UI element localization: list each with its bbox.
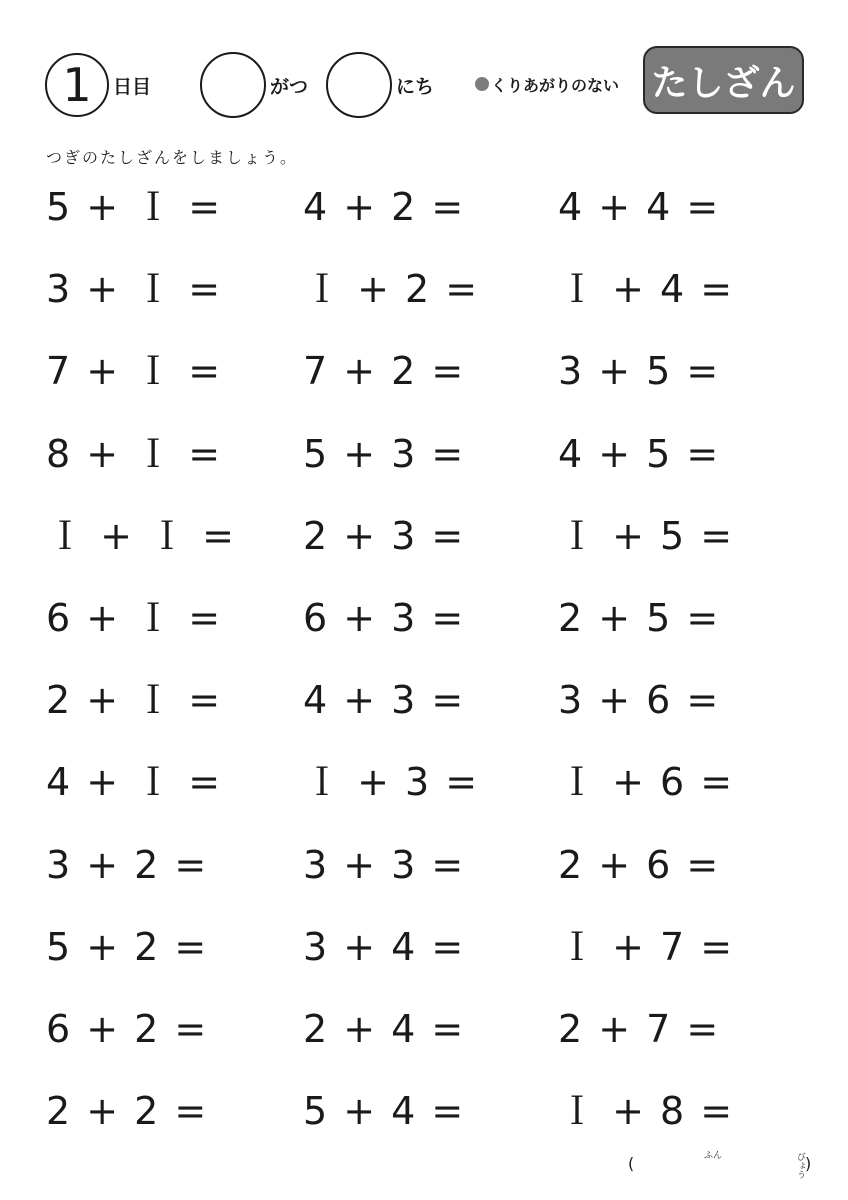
problem-1-7: 2 + Ｉ = — [46, 678, 221, 722]
problem-1-11: 6 + 2 = — [46, 1007, 207, 1051]
problem-3-2: Ｉ + 4 = — [558, 267, 733, 311]
instruction-text: つぎのたしざんをしましょう。 — [46, 148, 299, 167]
problem-2-4: 5 + 3 = — [303, 432, 464, 476]
problem-2-12: 5 + 4 = — [303, 1089, 464, 1133]
problem-1-12: 2 + 2 = — [46, 1089, 207, 1133]
problem-1-5: Ｉ + Ｉ = — [46, 514, 234, 558]
time-open-paren: ( — [628, 1154, 635, 1173]
problem-3-4: 4 + 5 = — [558, 432, 719, 476]
problem-3-12: Ｉ + 8 = — [558, 1089, 733, 1133]
minutes-label: ふん — [704, 1151, 723, 1161]
problem-2-7: 4 + 3 = — [303, 678, 464, 722]
problem-3-10: Ｉ + 7 = — [558, 925, 733, 969]
problem-1-2: 3 + Ｉ = — [46, 267, 221, 311]
problem-2-9: 3 + 3 = — [303, 843, 464, 887]
problem-3-1: 4 + 4 = — [558, 185, 719, 229]
problem-3-11: 2 + 7 = — [558, 1007, 719, 1051]
date-unit-label: にち — [396, 76, 435, 98]
problem-1-6: 6 + Ｉ = — [46, 596, 221, 640]
problem-3-7: 3 + 6 = — [558, 678, 719, 722]
problem-2-3: 7 + 2 = — [303, 349, 464, 393]
time-close-paren: ) — [805, 1154, 812, 1173]
problem-2-2: Ｉ + 2 = — [303, 267, 478, 311]
problem-3-9: 2 + 6 = — [558, 843, 719, 887]
problem-1-1: 5 + Ｉ = — [46, 185, 221, 229]
problem-2-6: 6 + 3 = — [303, 596, 464, 640]
problem-2-5: 2 + 3 = — [303, 514, 464, 558]
problem-3-6: 2 + 5 = — [558, 596, 719, 640]
problem-1-9: 3 + 2 = — [46, 843, 207, 887]
problem-1-8: 4 + Ｉ = — [46, 760, 221, 804]
worksheet-title: たしざん — [651, 62, 796, 104]
problem-2-1: 4 + 2 = — [303, 185, 464, 229]
problem-3-5: Ｉ + 5 = — [558, 514, 733, 558]
problem-1-4: 8 + Ｉ = — [46, 432, 221, 476]
problem-3-8: Ｉ + 6 = — [558, 760, 733, 804]
month-unit-label: がつ — [270, 76, 309, 98]
problem-1-3: 7 + Ｉ = — [46, 349, 221, 393]
problem-2-8: Ｉ + 3 = — [303, 760, 478, 804]
day-number: 1 — [62, 58, 92, 112]
problem-2-10: 3 + 4 = — [303, 925, 464, 969]
problem-2-11: 2 + 4 = — [303, 1007, 464, 1051]
worksheet-subtitle: くりあがりのない — [491, 76, 620, 95]
seconds-label: びょう — [795, 1152, 805, 1179]
problem-1-10: 5 + 2 = — [46, 925, 207, 969]
problem-3-3: 3 + 5 = — [558, 349, 719, 393]
day-unit-label: 日目 — [113, 76, 152, 98]
